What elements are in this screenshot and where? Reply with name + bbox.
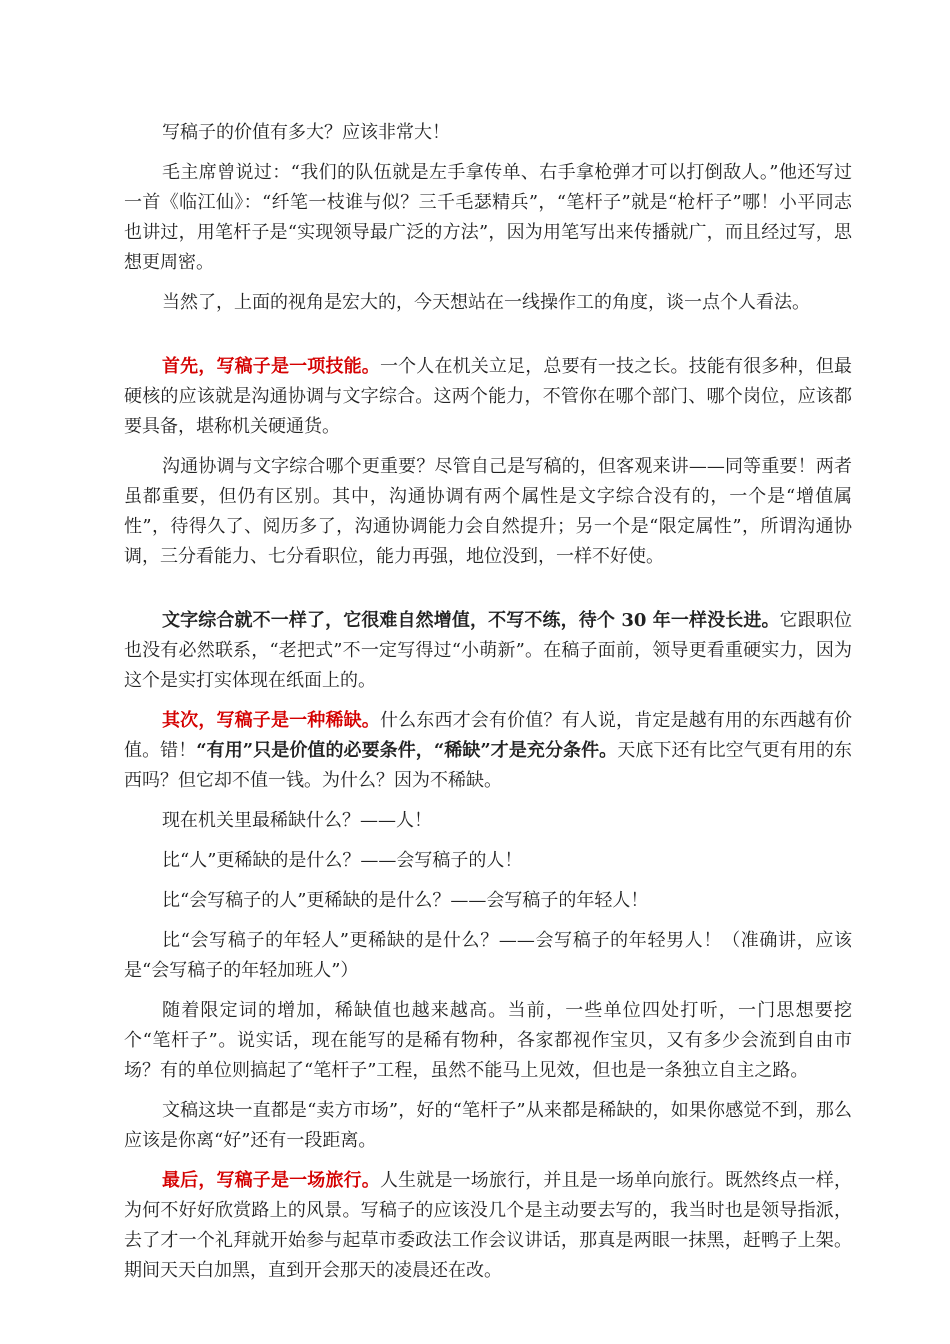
paragraph-first-point [124, 352, 852, 442]
paragraph-second-point [124, 706, 852, 796]
paragraph-scarcity-4 [124, 926, 852, 986]
paragraph-text: 比“会写稿子的年轻人”更稀缺的是什么？——会写稿子的年轻男人！（准确讲，应该是“会写稿子的年轻加班人”） [124, 930, 852, 981]
paragraph-text: 现在机关里最稀缺什么？——人！ [162, 810, 432, 831]
paragraph-text: 一个人在机关立足，总要有一技之长。技能有很多种，但最硬核的应该就是沟通协调与文字综合。这两个能力，不管你在哪个部门、哪个岗位，应该都要具备，堪称机关硬通货。 [124, 356, 853, 437]
paragraph-mao-quote [124, 158, 852, 278]
paragraph-qualifiers [124, 996, 852, 1086]
paragraph-text: 沟通协调与文字综合哪个更重要？尽管自己是写稿的，但客观来讲——同等重要！两者虽都重要，但仍有区别。其中，沟通协调有两个属性是文字综合没有的，一个是“增值属性”，待得久了、阅历多了，沟通协调能力会自然提升；另一个是“限定属性”，所谓沟通协调，三分看能力、七分看职位，能力再强，地位没到，一样不好使。 [124, 456, 852, 567]
paragraph-third-point [124, 1166, 852, 1286]
paragraph-perspective [124, 288, 852, 318]
section-heading-skill: 首先，写稿子是一项技能。 [162, 356, 380, 377]
paragraph-text: 什么东西才会有价值？有人说，肯定是越有用的东西越有价值。错！ [124, 710, 853, 761]
paragraph-intro-question [124, 118, 852, 148]
paragraph-text: 写稿子的价值有多大？应该非常大！ [162, 122, 450, 143]
paragraph-text: 毛主席曾说过：“我们的队伍就是左手拿传单、右手拿枪弹才可以打倒敌人。”他还写过一首《临江仙》：“纤笔一枝谁与似？三千毛瑟精兵”，“笔杆子”就是“枪杆子”哪！小平同志也讲过，用笔杆子是“实现领导最广泛的方法”，因为用笔写出来传播就广，而且经过写，思想更周密。 [124, 162, 852, 273]
paragraph-scarcity-1 [124, 806, 852, 836]
section-heading-journey: 最后，写稿子是一场旅行。 [162, 1170, 380, 1191]
paragraph-text: 比“会写稿子的人”更稀缺的是什么？——会写稿子的年轻人！ [162, 890, 649, 911]
bold-statement: “有用”只是价值的必要条件，“稀缺”才是充分条件。 [196, 740, 618, 761]
paragraph-text: 它跟职位也没有必然联系，“老把式”不一定写得过“小萌新”。在稿子面前，领导更看重硬实力，因为这个是实打实体现在纸面上的。 [124, 610, 852, 691]
paragraph-text: 天底下还有比空气更有用的东西吗？但它却不值一钱。为什么？因为不稀缺。 [124, 740, 853, 791]
paragraph-text: 比“人”更稀缺的是什么？——会写稿子的人！ [162, 850, 523, 871]
paragraph-text: 当然了，上面的视角是宏大的，今天想站在一线操作工的角度，谈一点个人看法。 [162, 292, 810, 313]
paragraph-text: 文稿这块一直都是“卖方市场”，好的“笔杆子”从来都是稀缺的，如果你感觉不到，那么应该是你离“好”还有一段距离。 [124, 1100, 852, 1151]
paragraph-text: 随着限定词的增加，稀缺值也越来越高。当前，一些单位四处打听，一门思想要挖个“笔杆子”。说实话，现在能写的是稀有物种，各家都视作宝贝，又有多少会流到自由市场？有的单位则搞起了“笔杆子”工程，虽然不能马上见效，但也是一条独立自主之路。 [124, 1000, 852, 1081]
section-heading-scarcity: 其次，写稿子是一种稀缺。 [162, 710, 380, 731]
paragraph-text: 人生就是一场旅行，并且是一场单向旅行。既然终点一样，为何不好好欣赏路上的风景。写稿子的应该没几个是主动要去写的，我当时也是领导指派，去了才一个礼拜就开始参与起草市委政法工作会议讲话，那真是两眼一抹黑，赶鸭子上架。期间天天白加黑，直到开会那天的凌晨还在改。 [124, 1170, 853, 1281]
paragraph-communication-vs-writing [124, 452, 852, 572]
document-body [124, 118, 852, 1296]
paragraph-scarcity-3 [124, 886, 852, 916]
paragraph-writing-different [124, 606, 852, 696]
paragraph-sellers-market [124, 1096, 852, 1156]
bold-statement: 文字综合就不一样了，它很难自然增值，不写不练，待个 30 年一样没长进。 [162, 610, 780, 631]
paragraph-scarcity-2 [124, 846, 852, 876]
